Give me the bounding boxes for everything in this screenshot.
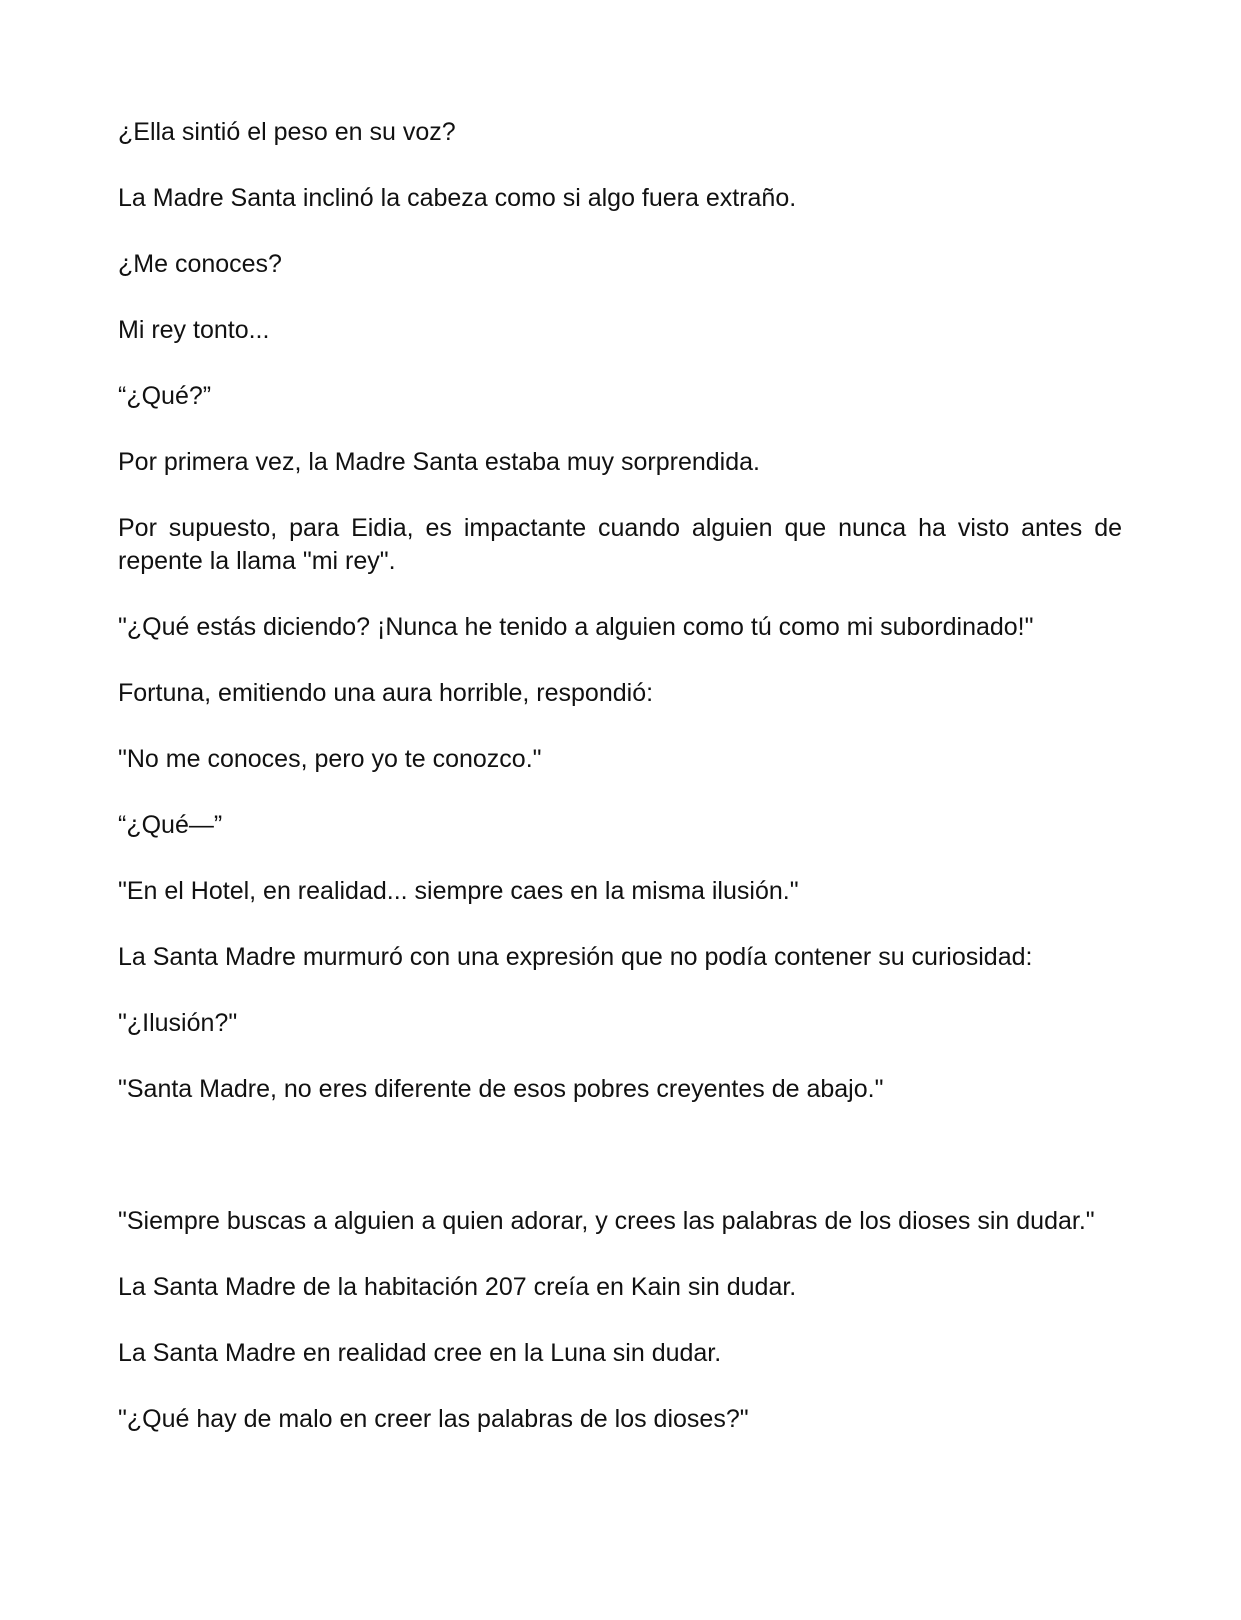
paragraph: La Madre Santa inclinó la cabeza como si algo fuera extraño. (118, 184, 797, 212)
paragraph: ¿Me conoces? (118, 250, 282, 278)
paragraph: "¿Qué hay de malo en creer las palabras de los dioses?" (118, 1405, 749, 1433)
paragraph: Por primera vez, la Madre Santa estaba muy sorprendida. (118, 448, 760, 476)
paragraph: Fortuna, emitiendo una aura horrible, respondió: (118, 679, 654, 707)
paragraph: "¿Qué estás diciendo? ¡Nunca he tenido a alguien como tú como mi subordinado!" (118, 613, 1034, 641)
paragraph: "No me conoces, pero yo te conozco." (118, 745, 542, 773)
paragraph: “¿Qué?” (118, 382, 212, 410)
paragraph: “¿Qué—” (118, 811, 223, 839)
paragraph: La Santa Madre de la habitación 207 creía en Kain sin dudar. (118, 1273, 797, 1301)
paragraph: "Santa Madre, no eres diferente de esos pobres creyentes de abajo." (118, 1075, 884, 1103)
paragraph: "Siempre buscas a alguien a quien adorar, y crees las palabras de los dioses sin dudar." (118, 1207, 1095, 1235)
paragraph: La Santa Madre murmuró con una expresión que no podía contener su curiosidad: (118, 943, 1033, 971)
document-body (118, 116, 1122, 1469)
paragraph: "En el Hotel, en realidad... siempre caes en la misma ilusión." (118, 877, 799, 905)
paragraph: La Santa Madre en realidad cree en la Luna sin dudar. (118, 1339, 722, 1367)
paragraph: Mi rey tonto... (118, 316, 270, 344)
paragraph: Por supuesto, para Eidia, es impactante cuando alguien que nunca ha visto antes de repente la llama "mi rey". (118, 514, 1122, 575)
section-gap (118, 1139, 1122, 1205)
paragraph: ¿Ella sintió el peso en su voz? (118, 118, 456, 146)
paragraph: "¿Ilusión?" (118, 1009, 238, 1037)
